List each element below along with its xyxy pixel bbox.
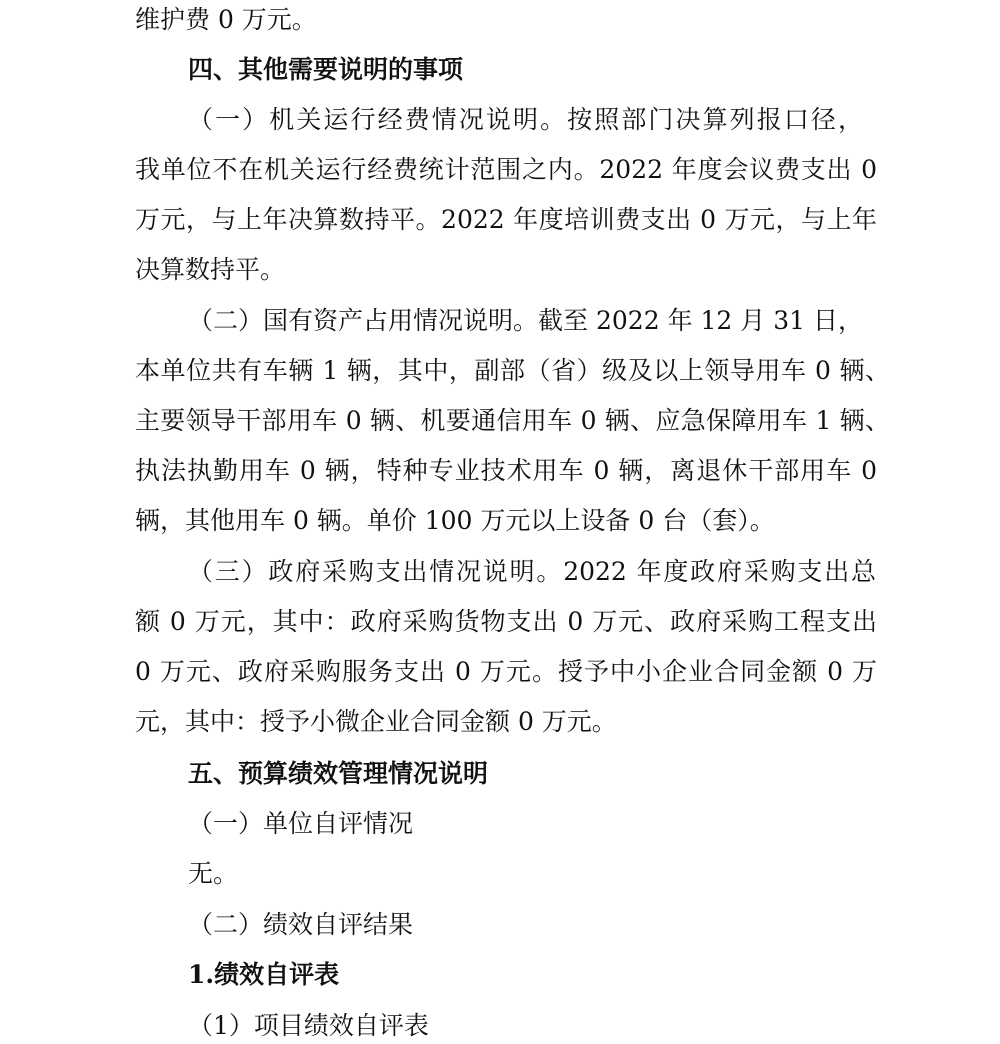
paragraph-line: 执法执勤用车 0 辆，特种专业技术用车 0 辆，离退休干部用车 0	[135, 456, 877, 485]
paragraph-line: （一）机关运行经费情况说明。按照部门决算列报口径，	[188, 105, 863, 134]
section-heading-4: 四、其他需要说明的事项	[188, 55, 464, 84]
table-heading: 1.绩效自评表	[188, 960, 340, 989]
subsection-heading: （一）单位自评情况	[188, 809, 414, 838]
paragraph-line: 辆，其他用车 0 辆。单价 100 万元以上设备 0 台（套）。	[135, 506, 775, 535]
paragraph-line: 万元，与上年决算数持平。2022 年度培训费支出 0 万元，与上年	[135, 205, 877, 234]
paragraph-line: 维护费 0 万元。	[135, 5, 317, 34]
paragraph-line: 本单位共有车辆 1 辆，其中，副部（省）级及以上领导用车 0 辆、	[135, 356, 890, 385]
paragraph-line: 我单位不在机关运行经费统计范围之内。2022 年度会议费支出 0	[135, 155, 877, 184]
paragraph-line: 额 0 万元，其中：政府采购货物支出 0 万元、政府采购工程支出	[135, 607, 877, 636]
section-heading-5: 五、预算绩效管理情况说明	[188, 759, 489, 788]
paragraph-line: 无。	[188, 859, 239, 888]
paragraph-line: 主要领导干部用车 0 辆、机要通信用车 0 辆、应急保障用车 1 辆、	[135, 406, 890, 435]
paragraph-line: 元，其中：授予小微企业合同金额 0 万元。	[135, 707, 617, 736]
paragraph-line: （三）政府采购支出情况说明。2022 年度政府采购支出总	[188, 557, 876, 586]
paragraph-line: 决算数持平。	[135, 255, 286, 284]
paragraph-line: （二）国有资产占用情况说明。截至 2022 年 12 月 31 日，	[188, 306, 863, 335]
subsection-heading: （二）绩效自评结果	[188, 910, 414, 939]
table-subheading: （1）项目绩效自评表	[188, 1011, 429, 1040]
paragraph-line: 0 万元、政府采购服务支出 0 万元。授予中小企业合同金额 0 万	[135, 657, 877, 686]
